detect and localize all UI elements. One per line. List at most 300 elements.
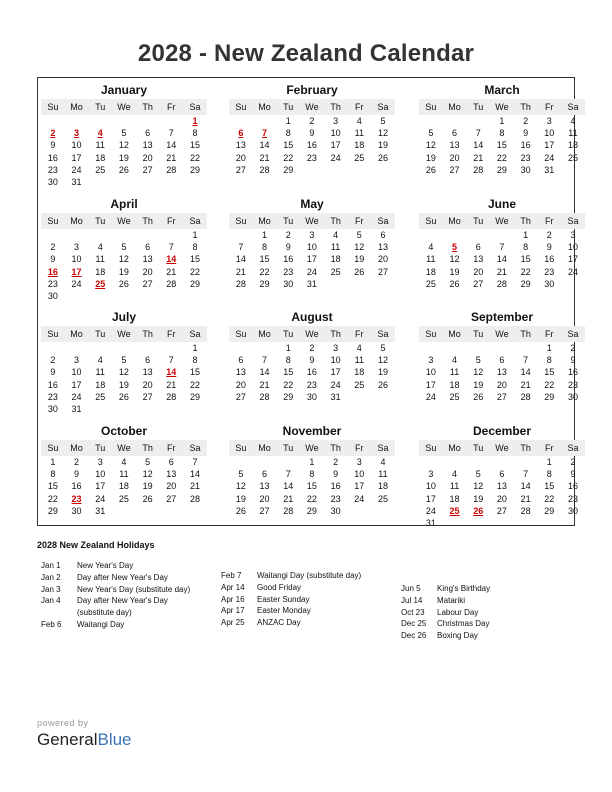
weekday-header <box>419 440 585 456</box>
day-cell: 28 <box>189 493 200 504</box>
day-cell <box>371 505 395 517</box>
day-cell: 27 <box>142 164 153 175</box>
day-cell: 27 <box>166 493 177 504</box>
holiday-item <box>401 630 563 642</box>
day-cell: 6 <box>238 355 244 366</box>
day-cell <box>112 290 136 302</box>
day-cell: 28 <box>520 391 531 402</box>
weekday-header <box>419 213 585 229</box>
day-cell: 22 <box>189 266 200 277</box>
day-cell: 9 <box>309 128 315 139</box>
holiday-name: Waitangi Day (substitute day) <box>257 571 362 580</box>
day-cell: 25 <box>567 152 578 163</box>
day-cell: 11 <box>330 242 341 253</box>
weekday-label: We <box>305 216 319 226</box>
weekday-label: Mo <box>258 102 271 112</box>
day-cell: 29 <box>189 391 200 402</box>
day-cell: 13 <box>449 140 460 151</box>
day-cell <box>371 278 395 290</box>
week-row <box>419 391 585 403</box>
day-cell: 3 <box>333 116 339 126</box>
day-cell: 22 <box>544 379 555 390</box>
day-cell: 20 <box>259 493 270 504</box>
day-cell <box>112 115 136 127</box>
day-cell: 12 <box>118 367 129 378</box>
day-cell <box>419 115 443 127</box>
day-cell: 24 <box>71 391 82 402</box>
day-cell: 20 <box>142 379 153 390</box>
month-name: February <box>286 83 338 97</box>
holiday-date: Oct 23 <box>401 607 425 617</box>
weekday-label: Sa <box>377 216 389 226</box>
day-cell: 17 <box>330 367 341 378</box>
day-cell: 27 <box>496 391 507 402</box>
day-cell: 5 <box>145 457 151 467</box>
month-march <box>419 82 585 176</box>
day-cell: 18 <box>95 266 106 277</box>
holiday-date: Jan 3 <box>41 584 61 594</box>
week-row <box>229 152 395 164</box>
day-cell: 29 <box>189 278 200 289</box>
day-cell: 26 <box>142 493 153 504</box>
day-cell: 29 <box>544 505 555 516</box>
day-cell: 13 <box>235 367 246 378</box>
day-cell: 14 <box>520 367 531 378</box>
day-cell: 23 <box>544 266 555 277</box>
calendar-grid <box>37 77 579 528</box>
day-cell: 20 <box>449 152 460 163</box>
day-cell: 17 <box>425 493 436 504</box>
holiday-date: Feb 6 <box>41 619 62 629</box>
day-cell: 2 <box>570 343 576 353</box>
day-cell: 5 <box>121 355 127 366</box>
day-cell <box>183 403 207 415</box>
day-cell: 12 <box>118 254 129 265</box>
week-row <box>419 456 585 468</box>
day-cell: 6 <box>145 242 151 253</box>
day-cell: 12 <box>449 254 460 265</box>
day-cell <box>159 115 183 127</box>
day-cell: 19 <box>354 254 365 265</box>
day-cell: 29 <box>544 391 555 402</box>
week-row <box>419 493 585 505</box>
day-cell: 20 <box>496 379 507 390</box>
week-row <box>419 241 585 253</box>
day-cell <box>136 505 160 517</box>
day-cell <box>466 342 490 354</box>
day-cell: 19 <box>377 140 388 151</box>
day-cell: 19 <box>118 266 129 277</box>
day-cell: 21 <box>520 379 531 390</box>
day-cell: 19 <box>473 379 484 390</box>
day-cell: 21 <box>283 493 294 504</box>
day-cell: 13 <box>142 367 153 378</box>
week-row <box>41 115 207 127</box>
day-cell: 11 <box>354 128 364 139</box>
day-cell: 14 <box>473 140 484 151</box>
day-cell: 7 <box>262 355 268 366</box>
day-cell <box>88 229 112 241</box>
weekday-label: Su <box>47 443 59 453</box>
day-cell: 5 <box>475 469 481 480</box>
weekday-label: We <box>305 329 319 339</box>
day-cell: 9 <box>285 242 291 253</box>
day-cell: 13 <box>259 481 270 492</box>
day-cell: 28 <box>235 278 246 289</box>
day-cell: 16 <box>567 367 578 378</box>
day-cell: 30 <box>306 391 317 402</box>
day-cell: 21 <box>259 379 270 390</box>
day-cell: 4 <box>97 242 103 253</box>
day-cell: 22 <box>283 379 294 390</box>
day-cell: 26 <box>377 152 388 163</box>
day-cell <box>41 115 65 127</box>
day-cell <box>65 290 89 302</box>
day-cell: 1 <box>523 230 529 240</box>
holiday-day-cell: 14 <box>166 254 177 265</box>
day-cell: 22 <box>47 493 58 504</box>
day-cell: 25 <box>425 278 436 289</box>
day-cell: 15 <box>259 254 270 265</box>
day-cell: 5 <box>238 469 244 480</box>
day-cell: 16 <box>283 254 294 265</box>
day-cell: 20 <box>235 379 246 390</box>
day-cell: 18 <box>567 140 578 151</box>
holiday-name: Good Friday <box>257 582 302 592</box>
day-cell: 14 <box>259 140 270 151</box>
day-cell: 14 <box>496 254 507 265</box>
day-cell <box>419 229 443 241</box>
holiday-item <box>401 595 563 607</box>
day-cell: 6 <box>499 469 505 480</box>
day-cell: 16 <box>544 254 555 265</box>
day-cell: 21 <box>496 266 507 277</box>
day-cell: 2 <box>570 457 576 467</box>
weekday-label: We <box>495 216 509 226</box>
day-cell: 24 <box>425 391 436 402</box>
week-row <box>41 456 207 468</box>
day-cell: 10 <box>71 140 82 151</box>
day-cell: 18 <box>330 254 341 265</box>
day-cell <box>136 176 160 188</box>
weekday-header <box>41 99 207 115</box>
day-cell: 31 <box>425 517 436 528</box>
day-cell: 28 <box>520 505 531 516</box>
week-row <box>419 164 585 176</box>
day-cell <box>324 278 348 290</box>
day-cell <box>136 229 160 241</box>
month-december <box>419 423 585 529</box>
day-cell <box>112 403 136 415</box>
day-cell: 28 <box>166 164 177 175</box>
day-cell: 22 <box>259 266 270 277</box>
holiday-date: Jul 14 <box>401 595 423 605</box>
day-cell: 17 <box>95 481 106 492</box>
week-row <box>229 164 395 176</box>
day-cell: 24 <box>330 379 341 390</box>
day-cell: 20 <box>496 493 507 504</box>
weekday-label: Th <box>142 216 153 226</box>
weekday-label: Mo <box>448 102 461 112</box>
day-cell <box>229 342 253 354</box>
week-row <box>419 480 585 492</box>
day-cell: 25 <box>330 266 341 277</box>
day-cell: 29 <box>496 164 507 175</box>
week-row <box>229 127 395 139</box>
day-cell: 30 <box>283 278 294 289</box>
weekday-label: Fr <box>167 216 176 226</box>
day-cell: 10 <box>425 367 436 378</box>
weekday-label: Fr <box>355 216 364 226</box>
day-cell: 11 <box>95 254 105 265</box>
month-september <box>419 309 585 403</box>
day-cell: 4 <box>333 230 339 240</box>
weekday-label: Su <box>47 102 59 112</box>
day-cell: 12 <box>425 140 436 151</box>
week-row <box>229 366 395 378</box>
day-cell: 17 <box>567 254 578 265</box>
day-cell: 6 <box>262 469 268 480</box>
day-cell: 7 <box>523 469 529 480</box>
week-row <box>41 253 207 265</box>
day-cell: 31 <box>544 164 555 175</box>
day-cell: 12 <box>377 355 388 366</box>
day-cell: 11 <box>426 254 436 265</box>
day-cell: 24 <box>71 278 82 289</box>
day-cell: 16 <box>306 367 317 378</box>
month-may <box>229 196 395 290</box>
day-cell: 5 <box>356 230 362 240</box>
day-cell <box>159 403 183 415</box>
day-cell <box>490 342 514 354</box>
day-cell: 4 <box>97 355 103 366</box>
week-row <box>41 403 207 415</box>
month-name: September <box>470 310 534 324</box>
holiday-date: Jun 5 <box>401 584 421 593</box>
day-cell: 26 <box>354 266 365 277</box>
brand-name-part2: Blue <box>97 730 132 749</box>
day-cell <box>561 517 585 529</box>
day-cell <box>65 229 89 241</box>
day-cell: 2 <box>285 230 291 240</box>
day-cell <box>466 115 490 127</box>
day-cell <box>41 342 65 354</box>
holiday-item <box>221 570 383 582</box>
weekday-label: Tu <box>473 443 484 453</box>
day-cell <box>65 115 89 127</box>
weekday-label: Sa <box>377 102 389 112</box>
day-cell: 5 <box>380 343 386 353</box>
day-cell: 18 <box>449 379 460 390</box>
day-cell: 13 <box>166 469 177 480</box>
day-cell: 5 <box>475 355 481 366</box>
day-cell: 18 <box>354 140 365 151</box>
day-cell <box>136 403 160 415</box>
week-row <box>41 480 207 492</box>
day-cell: 30 <box>47 290 58 301</box>
day-cell: 17 <box>306 254 317 265</box>
weekday-label: Tu <box>95 443 106 453</box>
day-cell <box>229 115 253 127</box>
weekday-header <box>229 99 395 115</box>
day-cell: 8 <box>262 242 268 253</box>
week-row <box>41 366 207 378</box>
week-row <box>41 505 207 517</box>
day-cell: 8 <box>192 355 198 366</box>
day-cell: 7 <box>523 355 529 366</box>
day-cell: 9 <box>523 128 529 139</box>
weekday-label: Th <box>520 102 531 112</box>
day-cell <box>466 517 490 529</box>
day-cell: 30 <box>47 176 58 187</box>
day-cell: 2 <box>74 457 80 467</box>
day-cell: 9 <box>570 469 576 480</box>
weekday-label: Sa <box>189 329 201 339</box>
day-cell: 31 <box>71 176 82 187</box>
day-cell: 11 <box>119 469 129 480</box>
day-cell: 6 <box>475 242 481 253</box>
day-cell <box>183 290 207 302</box>
weekday-label: Tu <box>95 329 106 339</box>
day-cell: 28 <box>496 278 507 289</box>
holiday-column <box>41 560 203 631</box>
day-cell: 21 <box>166 266 177 277</box>
week-row <box>229 493 395 505</box>
holiday-name: Boxing Day <box>437 631 478 641</box>
weekday-label: Th <box>520 329 531 339</box>
day-cell: 4 <box>428 242 434 253</box>
day-cell: 3 <box>428 355 434 366</box>
month-june <box>419 196 585 290</box>
day-cell: 30 <box>520 164 531 175</box>
brand-logo[interactable] <box>37 730 132 750</box>
day-cell <box>443 517 467 529</box>
day-cell: 1 <box>262 230 268 240</box>
day-cell: 8 <box>285 355 291 366</box>
day-cell: 21 <box>166 152 177 163</box>
week-row <box>41 290 207 302</box>
week-row <box>41 278 207 290</box>
day-cell: 26 <box>235 505 246 516</box>
day-cell: 1 <box>285 116 291 126</box>
day-cell <box>347 278 371 290</box>
week-row <box>419 266 585 278</box>
day-cell: 8 <box>499 128 505 139</box>
weekday-header <box>41 326 207 342</box>
day-cell: 12 <box>235 481 246 492</box>
day-cell: 17 <box>354 481 365 492</box>
weekday-label: Th <box>330 102 341 112</box>
day-cell: 19 <box>142 481 153 492</box>
weekday-label: Fr <box>167 329 176 339</box>
weekday-label: Sa <box>567 329 579 339</box>
weekday-label: Fr <box>545 216 554 226</box>
day-cell <box>276 456 300 468</box>
holiday-name: King's Birthday <box>437 584 491 593</box>
day-cell: 24 <box>425 505 436 516</box>
day-cell: 8 <box>546 355 552 366</box>
week-row <box>229 342 395 354</box>
weekday-label: Su <box>47 329 59 339</box>
week-row <box>229 241 395 253</box>
weekday-label: We <box>305 443 319 453</box>
week-row <box>419 115 585 127</box>
week-row <box>229 354 395 366</box>
day-cell <box>419 456 443 468</box>
day-cell <box>112 505 136 517</box>
week-row <box>229 278 395 290</box>
day-cell: 23 <box>520 152 531 163</box>
day-cell: 8 <box>192 128 198 139</box>
day-cell: 23 <box>47 391 58 402</box>
month-july <box>41 309 207 415</box>
month-april <box>41 196 207 302</box>
weekday-label: Th <box>142 102 153 112</box>
weekday-label: Mo <box>258 329 271 339</box>
day-cell: 10 <box>330 128 341 139</box>
day-cell <box>183 505 207 517</box>
holiday-item <box>221 582 383 594</box>
day-cell: 7 <box>168 128 174 139</box>
weekday-label: Su <box>425 443 437 453</box>
day-cell: 8 <box>50 469 56 480</box>
day-cell <box>443 456 467 468</box>
day-cell: 26 <box>118 391 129 402</box>
weekday-label: Su <box>235 216 247 226</box>
day-cell: 9 <box>333 469 339 480</box>
day-cell: 24 <box>71 164 82 175</box>
weekday-label: Fr <box>545 329 554 339</box>
weekday-label: Su <box>235 329 247 339</box>
day-cell: 2 <box>546 230 552 240</box>
day-cell: 22 <box>496 152 507 163</box>
holiday-name: Labour Day <box>437 607 479 617</box>
day-cell: 6 <box>145 128 151 139</box>
day-cell: 14 <box>189 469 200 480</box>
day-cell: 3 <box>333 343 339 353</box>
day-cell <box>229 456 253 468</box>
month-name: October <box>100 424 147 438</box>
weekday-label: Mo <box>70 329 83 339</box>
day-cell <box>159 290 183 302</box>
day-cell: 18 <box>425 266 436 277</box>
day-cell: 9 <box>309 355 315 366</box>
week-row <box>419 468 585 480</box>
weekday-label: Sa <box>567 102 579 112</box>
day-cell: 17 <box>330 140 341 151</box>
holiday-item <box>401 583 563 595</box>
day-cell: 29 <box>283 391 294 402</box>
day-cell: 16 <box>306 140 317 151</box>
day-cell: 15 <box>306 481 317 492</box>
holiday-name: Christmas Day <box>437 619 490 629</box>
weekday-header <box>419 99 585 115</box>
day-cell: 24 <box>567 266 578 277</box>
holiday-day-cell: 1 <box>192 116 198 126</box>
month-name: May <box>300 197 324 211</box>
weekday-label: Su <box>47 216 59 226</box>
day-cell: 29 <box>283 164 294 175</box>
day-cell: 5 <box>121 242 127 253</box>
month-name: August <box>291 310 333 324</box>
day-cell: 16 <box>330 481 341 492</box>
month-name: November <box>282 424 342 438</box>
month-name: April <box>110 197 138 211</box>
day-cell: 30 <box>71 505 82 516</box>
weekday-label: Th <box>520 443 531 453</box>
day-cell: 10 <box>95 469 106 480</box>
day-cell: 9 <box>50 367 56 378</box>
